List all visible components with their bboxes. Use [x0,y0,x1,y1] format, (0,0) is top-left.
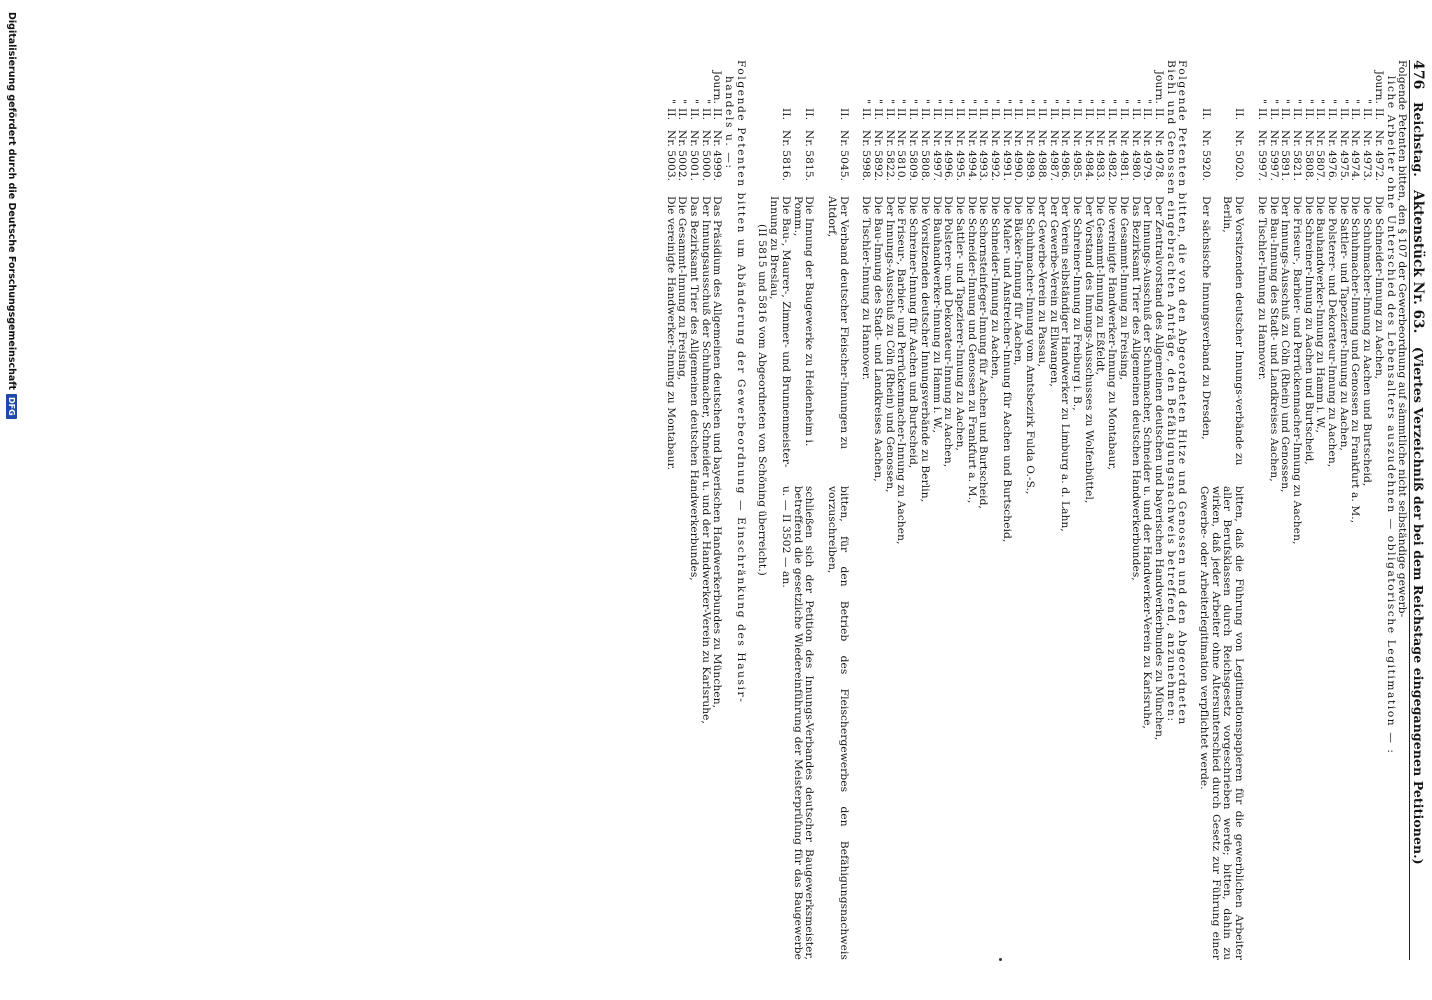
entry-prefix: " [907,99,920,104]
section3-intro [1164,60,1187,960]
entry-text: Die Schneider-Innung und Genossen zu Frankfurt a. M., [965,196,978,504]
entry-roman: II. [1129,108,1142,121]
entry-number: Nr. 4974. [1349,130,1362,182]
entry-text: Die Innung der Baugewerke zu Heidenheim i. Pomm., [791,196,816,447]
entry-roman: II. [1047,108,1060,121]
entry-prefix: " [1290,99,1303,104]
entry-prefix: " [872,99,885,104]
entry-roman: II. [1071,108,1084,121]
entry-text: Der Verband deutscher Fleischer-Innungen zu Altdorf, [825,196,850,450]
entry-text: Der Vorstand des Innungs-Ausschusses zu Wolfenbüttel, [1082,196,1095,504]
entry-number: Nr. 4990. [1012,130,1025,182]
entry-number: Nr. 5998. [860,130,873,182]
entry-number: Nr. 4985. [1071,130,1084,182]
entry-prefix: " [965,99,978,104]
entry-roman: II. [1279,108,1292,121]
entry-number: Nr. 4988. [1035,130,1048,182]
entry-text: Die Bau-, Maurer-, Zimmer- und Brunnenmeister-Innung zu Breslau, [768,196,792,468]
entry-roman: II. [1199,108,1212,121]
entry-number: Nr. 4980. [1129,130,1142,182]
intro-line: Folgende Petenten bitten um Abänderung der Gewerbeordnung — Einschränkung des Hausir- [734,60,747,704]
entry-number: Nr. 4991. [1000,130,1013,182]
petition-entry [1302,60,1314,960]
entry-prefix: " [1326,99,1339,104]
petition-entry [1290,60,1302,960]
document-title: Aktenstück Nr. 63. [1410,190,1426,334]
entry-roman: II. [965,108,978,121]
entry-roman: II. [687,108,700,121]
petition-entry [1221,60,1244,480]
intro-line: handels u. —: [723,76,736,170]
entry-number: Nr. 5892. [872,130,885,182]
section1-list [1255,60,1384,960]
entry-prefix: " [1000,99,1013,104]
entry-prefix: " [930,99,943,104]
header-title [1411,102,1424,865]
entry-text: Die Schreiner-Innung für Aachen und Burtscheid, [907,196,920,469]
petition-entry [1082,60,1094,960]
entry-text: Der Innungs-Ausschuß zu Cöln (Rhein) und Genossen, [883,196,896,493]
entry-text: Die Schneider-Innung zu Aachen, [989,196,1002,380]
petition-entry [918,60,930,960]
entry-prefix: " [1059,99,1072,104]
petition-entry [1141,60,1153,960]
running-header [1409,60,1424,960]
section4-group-a [825,60,848,960]
entry-prefix: " [1255,99,1268,104]
entry-number: Nr. 4975. [1337,130,1350,182]
entry-prefix: Journ. [1372,70,1385,104]
petition-entry [871,60,883,960]
entry-number: Nr. 5821. [1290,130,1303,182]
petition-entry [1129,60,1141,960]
entry-roman: II. [1059,108,1072,121]
entry-number: Nr. 5997. [1267,130,1280,182]
entry-roman: II. [942,108,955,121]
section5-list [664,60,723,960]
petition-entry [1360,60,1372,960]
entry-roman: II. [918,108,931,121]
digitization-footer [2,12,22,992]
entry-roman: II. [1372,108,1385,121]
entry-roman: II. [1152,108,1165,121]
entry-number: Nr. 4999. [711,130,724,182]
entry-text: Der Verein selbständiger Handwerker zu Limburg a. d. Lahn, [1059,196,1072,532]
entry-roman: II. [803,108,816,121]
petition-entry [1059,60,1071,960]
petition-entry [965,60,977,960]
petition-entry [767,60,790,480]
entry-text: Die Gesammt-Innung zu Eßfeldt, [1094,196,1107,376]
entry-prefix: " [1129,99,1142,104]
petition-entry [1035,60,1047,960]
entry-text: Die Schuhmacher-Innung vom Amtsbezirk Fulda O.-S., [1024,196,1037,495]
entry-text: Die vereinigte Handwerker-Innung zu Montabaur. [664,196,677,471]
entry-text: Der sächsische Innungsverband zu Dresden, [1199,196,1212,440]
document-subtitle: (Viertes Verzeichniß der bei dem Reichstage eingegangenen Petitionen.) [1411,346,1426,865]
entry-roman: II. [907,108,920,121]
entry-text: Die Vorsitzenden deutscher Innungs-verbände zu Berlin, [1221,196,1246,466]
entry-number: Nr. 5002. [676,130,689,182]
entry-prefix: " [860,99,873,104]
intro-line: Biehl und Genossen eingebrachten Anträge, den Befähigungsnachweis betreffend, anzunehmen: [1164,60,1177,723]
entry-number: Nr. 5997. [1255,130,1268,182]
section5-intro [722,60,745,960]
entry-roman: II. [1361,108,1374,121]
petition-entry [1372,60,1384,960]
entry-text: Die Schuhmacher-Innung zu Aachen und Burtscheid, [1361,196,1374,487]
entry-text: Die Gesammt-Innung zu Freising, [1117,196,1130,381]
entry-roman: II. [837,108,850,121]
entry-number: Nr. 4996. [942,130,955,182]
entry-prefix: " [1094,99,1107,104]
entry-number: Nr. 5020. [1233,130,1246,182]
intro-line: liche Arbeiter ohne Unterschied des Lebensalters auszudehnen — obligatorische Legitimation — : [1384,76,1397,755]
section2-group [1197,60,1244,960]
entry-text: Der Gewerbe-Verein zu Ellwangen, [1047,196,1060,387]
entry-roman: II. [895,108,908,121]
entry-number: Nr. 4993. [977,130,990,182]
petition-entry [711,60,723,960]
petition-entry [791,60,814,480]
entry-number: Nr. 4972. [1372,130,1385,182]
section1-intro [1384,60,1407,960]
section3-list [860,60,1164,960]
page-number: 476 [1410,60,1426,90]
entry-prefix: Journ. [711,70,724,104]
entry-text: Der Innungs-Ausschuß der Schuhmacher, Schneider u. und der Handwerker-Verein zu Karlsruhe, [1141,196,1154,730]
petition-entry [1255,60,1267,960]
entry-text: Die Sattler- und Tapezierer-Innung zu Aachen, [953,196,966,451]
petition-entry [687,60,699,960]
entry-roman: II. [930,108,943,121]
entry-prefix: " [1337,99,1350,104]
submission-note: (II 5815 und 5816 vom Abgeordneten von Schöning überreicht.) [756,224,769,576]
entry-roman: II. [779,108,792,121]
entry-number: Nr. 4987. [1047,130,1060,182]
entry-roman: II. [1314,108,1327,121]
entry-prefix: " [1314,99,1327,104]
petition-entry [1117,60,1129,960]
entry-number: Nr. 5816. [779,130,792,182]
entry-roman: II. [872,108,885,121]
petition-entry [664,60,676,960]
entry-number: Nr. 5807. [1314,130,1327,182]
entry-number: Nr. 4994. [965,130,978,182]
petition-request: bitten, daß die Führung von Legitimationspapieren für die gewerblichen Arbeiter aller Berufsklassen durch Reichsgesetz vorgeschrieben werde; bitten, dahin zu wirken, daß jeder Arbeiter ohne Altersunterschied durch Gesetz zur Führung einer Gewerbe- oder Arbeiterlegitimation verpflichtet werde. [1198,486,1246,960]
entry-roman: II. [977,108,990,121]
entry-text: Der Innungsausschuß der Schuhmacher, Schneider u. und der Handwerker-Verein zu Karlsruhe, [699,196,712,725]
entry-number: Nr. 5920. [1199,130,1212,182]
intro-line: Folgende Petenten bitten, den § 107 der Gewerbeordnung auf sämmtliche nicht selbständige gewerb- [1396,60,1409,618]
petition-entry [1314,60,1326,960]
entry-roman: II. [676,108,689,121]
entry-prefix: " [895,99,908,104]
entry-roman: II. [1082,108,1095,121]
entry-number: Nr. 4995. [953,130,966,182]
entry-roman: II. [1035,108,1048,121]
entry-number: Nr. 4979. [1141,130,1154,182]
entry-text: Die Schuhmacher-Innung und Genossen zu Frankfurt a. M., [1349,196,1362,524]
entry-roman: II. [1337,108,1350,121]
entry-prefix: " [1267,99,1280,104]
entry-text: Die Schornsteinfeger-Innung für Aachen und Burtscheid, [977,196,990,509]
entry-number: Nr. 5045. [837,130,850,182]
entry-roman: II. [883,108,896,121]
entry-roman: II. [1255,108,1268,121]
petition-entry [1199,60,1211,480]
entry-text: Die vereinigte Handwerker-Innung zu Montabaur, [1106,196,1119,471]
entry-number: Nr. 5815. [803,130,816,182]
entry-text: Die Sattler- und Tapezierer-Innung zu Aachen, [1337,196,1350,451]
entry-roman: II. [1117,108,1130,121]
petition-entry [1047,60,1059,960]
entry-roman: II. [1000,108,1013,121]
entry-number: Nr. 5808. [1302,130,1315,182]
entry-number: Nr. 4982. [1106,130,1119,182]
entry-prefix: Journ. [1152,70,1165,104]
entry-prefix: " [1349,99,1362,104]
entry-number: Nr. 5001. [687,130,700,182]
petition-entry [699,60,711,960]
entry-number: Nr. 4984. [1082,130,1095,182]
entry-prefix: " [1141,99,1154,104]
petition-entry [883,60,895,960]
entry-number: Nr. 4976. [1326,130,1339,182]
entry-prefix: " [687,99,700,104]
entry-roman: II. [699,108,712,121]
entry-text: Der Gewerbe-Verein zu Passau, [1035,196,1048,368]
dfg-logo: DFG [7,394,18,419]
entry-text: Die Bau-Innung des Stadt- und Landkreises Aachen, [872,196,885,482]
petition-entry [1012,60,1024,960]
entry-text: Die Polsterer- und Dekorateur-Innung zu Aachen, [1326,196,1339,468]
entry-prefix: " [1082,99,1095,104]
entry-prefix: " [918,99,931,104]
entry-number: Nr. 5891. [1279,130,1292,182]
entry-roman: II. [1012,108,1025,121]
entry-prefix: " [1279,99,1292,104]
entry-prefix: " [977,99,990,104]
entry-prefix: " [676,99,689,104]
petition-entry [895,60,907,960]
entry-number: Nr. 4989. [1024,130,1037,182]
petition-entry [906,60,918,960]
entry-text: Der Innungs-Ausschuß zu Cöln (Rhein) und Genossen, [1279,196,1292,493]
entry-prefix: " [1106,99,1119,104]
entry-text: Die Friseur-, Barbier- und Perrückenmacher-Innung zu Aachen, [1290,196,1303,545]
entry-prefix: " [1117,99,1130,104]
entry-text: Die Schneider-Innung zu Aachen, [1372,196,1385,380]
entry-roman: II. [1349,108,1362,121]
entry-number: Nr. 5809. [907,130,920,182]
entry-roman: II. [1326,108,1339,121]
petition-entry [1070,60,1082,960]
petition-entry [1105,60,1117,960]
publication-name: Reichstag. [1411,102,1426,177]
entry-number: Nr. 4986. [1059,130,1072,182]
entry-text: Die Maler- und Anstreicher-Innung für Aachen und Burtscheid, [1000,196,1013,543]
entry-prefix: " [664,99,677,104]
entry-prefix: " [883,99,896,104]
entry-text: Die Tischler-Innung zu Hannover. [860,196,873,381]
entry-number: Nr. 4978. [1152,130,1165,182]
petition-entry [977,60,989,960]
entry-prefix: " [1361,99,1374,104]
entry-number: Nr. 4983. [1094,130,1107,182]
entry-roman: II. [1106,108,1119,121]
entry-roman: II. [1233,108,1246,121]
entry-text: Die Schreiner-Innung zu Aachen und Burtscheid, [1302,196,1315,465]
entry-roman: II. [1094,108,1107,121]
petition-entry [1024,60,1036,960]
entry-text: Die Schreiner-Innung zu Freiburg i. B., [1071,196,1084,411]
petition-entry [1325,60,1337,960]
section4-group-b [767,60,814,960]
entry-text: Das Präsidium des Allgemeinen deutschen und bayerischen Handwerkerbundes zu München, [711,196,724,709]
entry-text: Die Gesammt-Innung zu Freising, [676,196,689,381]
entry-text: Die Friseur-, Barbier- und Perrückenmacher-Innung zu Aachen, [895,196,908,545]
entry-roman: II. [1267,108,1280,121]
entry-number: Nr. 5808. [918,130,931,182]
entry-prefix: " [1071,99,1084,104]
petition-entry [930,60,942,960]
entry-prefix: " [1012,99,1025,104]
entry-text: Der Zentralvorstand des Allgemeinen deutschen und bayerischen Handwerkerbundes zu München, [1152,196,1165,741]
petition-entry [1349,60,1361,960]
petition-entry [1337,60,1349,960]
entry-prefix: " [1047,99,1060,104]
entry-number: Nr. 5003. [664,130,677,182]
entry-text: Die Bauhandwerker-Innung zu Hamm i. W., [1314,196,1327,434]
entry-roman: II. [664,108,677,121]
entry-number: Nr. 4992. [989,130,1002,182]
entry-text: Das Bezirksamt Trier des Allgemeinen deutschen Handwerkerbundes, [1129,196,1142,581]
entry-number: Nr. 5822. [883,130,896,182]
entry-number: Nr. 4997. [930,130,943,182]
funding-credit: Digitalisierung gefördert durch die Deutsche Forschungsgemeinschaft [6,12,18,390]
entry-text: Die Vorsitzenden deutscher Innungsverbände zu Berlin, [918,196,931,503]
petition-entry [676,60,688,960]
entry-prefix: " [699,99,712,104]
entry-text: Die Tischler-Innung zu Hannover. [1255,196,1268,381]
entry-prefix: " [1302,99,1315,104]
entry-text: Die Bauhandwerker-Innung zu Hamm i. W., [930,196,943,434]
entry-prefix: " [1024,99,1037,104]
petition-entry [953,60,965,960]
entry-prefix: " [1035,99,1048,104]
petition-entry [1279,60,1291,960]
entry-text: Die Bäcker-Innung für Aachen, [1012,196,1025,366]
petition-entry [1000,60,1012,960]
entry-number: Nr. 4981. [1117,130,1130,182]
entry-number: Nr. 4973. [1361,130,1374,182]
intro-line: Folgende Petenten bitten, die von den Abgeordneten Hitze und Genossen und den Abgeordneten [1176,60,1189,726]
entry-text: Die Bau-Innung des Stadt- und Landkreises Aachen, [1267,196,1280,482]
petition-entry [860,60,872,960]
entry-text: Das Bezirksamt Trier des Allgemeinen deutschen Handwerkerbundes, [687,196,700,581]
petition-entry [1267,60,1279,960]
entry-prefix: " [942,99,955,104]
entry-roman: II. [1290,108,1303,121]
entry-roman: II. [860,108,873,121]
petition-request: bitten, für den Betrieb des Fleischergewerbes den Befähigungsnachweis vorzuschreiben, [825,486,850,960]
petition-entry [1094,60,1106,960]
petition-entry [825,60,848,480]
speck [999,958,1002,961]
petition-request: schließen sich der Petition des Innungs-Verbandes deutscher Baugewerksmeister, betreffend die gesetzliche Wiedereinführung der Meisterprüfung für das Baugewerbe u. — II 3502 — an. [779,486,816,960]
entry-roman: II. [711,108,724,121]
entry-roman: II. [953,108,966,121]
entry-roman: II. [1024,108,1037,121]
petition-entry [1152,60,1164,960]
entry-roman: II. [1141,108,1154,121]
entry-number: Nr. 5000. [699,130,712,182]
entry-prefix: " [989,99,1002,104]
entry-roman: II. [989,108,1002,121]
entry-text: Die Polsterer- und Dekorateur-Innung zu Aachen, [942,196,955,468]
petition-entry [988,60,1000,960]
document-page [16,60,1424,960]
entry-roman: II. [1302,108,1315,121]
entry-prefix: " [953,99,966,104]
entry-number: Nr. 5810. [895,130,908,182]
petition-entry [942,60,954,960]
